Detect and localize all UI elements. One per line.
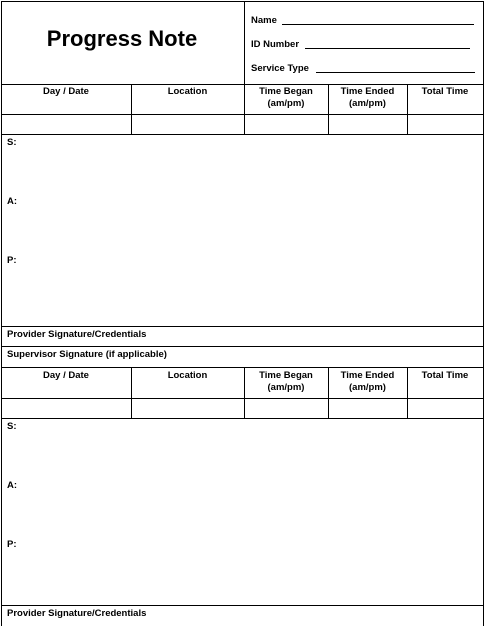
- col-header-day-date: [1, 86, 131, 98]
- provider-sig-top: [1, 326, 484, 327]
- name-field[interactable]: [282, 24, 474, 25]
- supervisor-signature-label: Supervisor Signature (if applicable): [7, 349, 167, 360]
- location-cell[interactable]: [132, 115, 244, 134]
- day-date-cell[interactable]: [2, 399, 131, 418]
- a-label: A:: [7, 196, 18, 207]
- s-label: S:: [7, 421, 17, 432]
- id-number-field[interactable]: [305, 48, 470, 49]
- provider-signature-label: Provider Signature/Credentials: [7, 329, 147, 340]
- s-label: S:: [7, 137, 17, 148]
- sap-notes-area[interactable]: [2, 419, 483, 605]
- col-header-text: Total Time: [421, 86, 469, 97]
- col-header-subtext: (am/pm): [349, 382, 386, 393]
- col-header-subtext: (am/pm): [267, 382, 305, 393]
- name-label: Name: [251, 15, 277, 26]
- sap-notes-area[interactable]: [2, 135, 483, 326]
- col-header-total-time: [407, 86, 483, 98]
- time-began-cell[interactable]: [245, 115, 328, 134]
- col-header-text: Time Ended: [340, 370, 395, 381]
- service-type-label: Service Type: [251, 63, 309, 74]
- col-header-text: Day / Date: [43, 86, 89, 97]
- table1-top-line: [1, 84, 484, 85]
- service-type-field[interactable]: [316, 72, 475, 73]
- col-header-text: Time Began: [259, 370, 313, 381]
- page-title: Progress Note: [46, 26, 198, 51]
- col-header-text: Total Time: [421, 370, 469, 381]
- col-header-subtext: (am/pm): [349, 98, 386, 109]
- day-date-cell[interactable]: [2, 115, 131, 134]
- col-header-text: Time Began: [259, 86, 313, 97]
- border-top: [1, 1, 484, 2]
- col-header-time-ended: [328, 86, 407, 110]
- id-number-label: ID Number: [251, 39, 300, 50]
- time-ended-cell[interactable]: [329, 399, 407, 418]
- col-header-subtext: (am/pm): [267, 98, 305, 109]
- total-time-cell[interactable]: [408, 399, 483, 418]
- col-header-location: [131, 86, 244, 98]
- col-header-total-time: [407, 370, 483, 382]
- a-label: A:: [7, 480, 18, 491]
- col-header-text: Time Ended: [340, 86, 395, 97]
- provider-signature-label: Provider Signature/Credentials: [7, 608, 147, 619]
- col-header-time-began: [244, 86, 328, 110]
- border-right: [483, 1, 484, 626]
- table2-top-line: [1, 367, 484, 368]
- supervisor-sig-top: [1, 346, 484, 347]
- col-header-text: Location: [167, 370, 208, 381]
- provider-sig-top: [1, 605, 484, 606]
- col-header-text: Location: [167, 86, 208, 97]
- time-began-cell[interactable]: [245, 399, 328, 418]
- header-divider: [244, 1, 245, 84]
- location-cell[interactable]: [132, 399, 244, 418]
- col-header-day-date: [1, 370, 131, 382]
- col-header-location: [131, 370, 244, 382]
- col-header-time-began: [244, 370, 328, 394]
- time-ended-cell[interactable]: [329, 115, 407, 134]
- p-label: P:: [7, 255, 17, 266]
- p-label: P:: [7, 539, 17, 550]
- col-header-time-ended: [328, 370, 407, 394]
- col-header-text: Day / Date: [43, 370, 89, 381]
- total-time-cell[interactable]: [408, 115, 483, 134]
